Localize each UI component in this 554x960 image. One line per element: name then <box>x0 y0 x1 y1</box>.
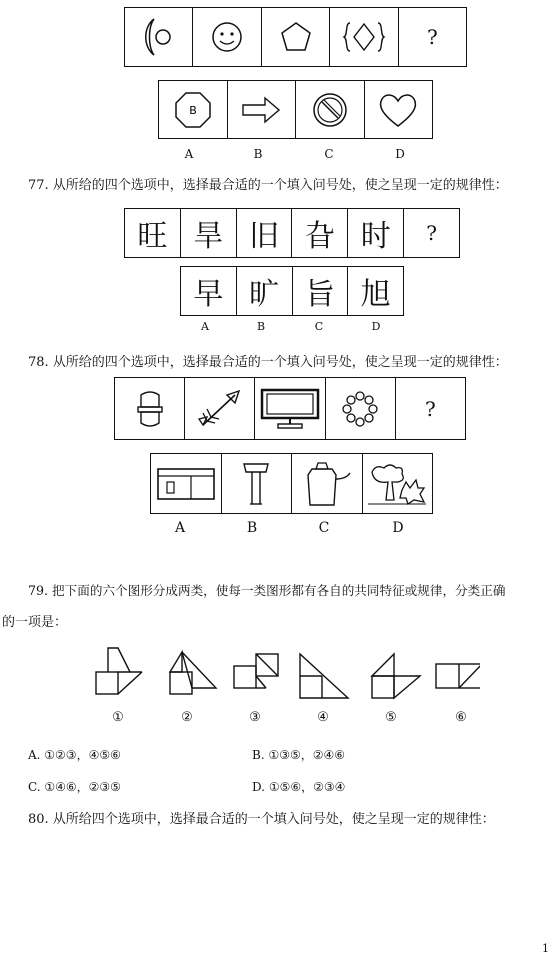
q77-seq-char-3: 旧 <box>237 209 293 257</box>
q78-seq-cell-2 <box>185 378 255 439</box>
braced-diamond-figure <box>341 17 387 57</box>
crescent-circle-figure <box>139 15 179 59</box>
q78-option-b <box>222 454 293 513</box>
q78-option-a <box>151 454 222 513</box>
q78-label-a: A <box>174 520 186 536</box>
question-mark: ? <box>426 221 437 245</box>
q76-seq-cell-5 <box>399 8 466 66</box>
figure-5 <box>372 654 420 698</box>
q79-figure-label-2: ② <box>181 710 193 725</box>
q78-prompt: 78. 从所给的四个选项中，选择最合适的一个填入问号处，使之呈现一定的规律性： <box>28 355 508 370</box>
window-panel-figure <box>155 464 217 504</box>
q79-choice-d: D. ①⑤⑥，②③④ <box>252 780 346 794</box>
q76-label-c: C <box>324 147 334 161</box>
q78-seq-cell-4 <box>326 378 396 439</box>
right-arrow-figure <box>239 95 283 125</box>
question-mark: ? <box>426 25 438 49</box>
q79-choice-a: A. ①②③，④⑤⑥ <box>28 748 121 762</box>
figure-4 <box>300 654 348 698</box>
q76-seq-cell-2 <box>193 8 261 66</box>
q79-choice-b: B. ①③⑤，②④⑥ <box>252 748 345 762</box>
figure-1 <box>96 648 142 694</box>
q79-figure-label-4: ④ <box>317 710 329 725</box>
q77-label-a: A <box>201 320 209 333</box>
q76-option-d <box>365 81 433 138</box>
q79-figures <box>90 642 480 704</box>
figure-2 <box>170 652 216 694</box>
q76-option-c <box>296 81 365 138</box>
figure-3 <box>234 654 278 688</box>
q78-option-d <box>363 454 433 513</box>
q79-figure-label-1: ① <box>112 710 124 725</box>
lamp-post-figure <box>236 458 276 510</box>
q76-label-b: B <box>253 147 263 161</box>
q76-sequence-row <box>124 7 467 67</box>
q76-label-a: A <box>184 147 194 161</box>
q79-prompt-line1: 79. 把下面的六个图形分成两类，使每一类图形都有各自的共同特征或规律，分类正确 <box>28 583 506 598</box>
pot-figure <box>300 459 354 509</box>
q78-seq-cell-3 <box>255 378 325 439</box>
q76-seq-cell-1 <box>125 8 193 66</box>
prohibition-sign-figure <box>309 89 351 131</box>
question-mark: ? <box>425 396 436 421</box>
feathered-arrow-figure <box>195 387 245 431</box>
smiley-face-figure <box>207 17 247 57</box>
octagon-letter: B <box>188 103 197 117</box>
q78-label-d: D <box>392 520 404 536</box>
q77-label-c: C <box>314 320 324 333</box>
q77-option-c: 旨 <box>293 267 349 315</box>
q79-figure-label-5: ⑤ <box>385 710 397 725</box>
page-number: 1 <box>542 942 549 955</box>
q78-label-c: C <box>318 520 330 536</box>
split-capsule-figure <box>133 387 167 431</box>
octagon-figure <box>172 89 214 131</box>
q79-prompt-line2: 的一项是： <box>2 615 68 630</box>
q78-sequence-row <box>114 377 466 440</box>
q78-options-row <box>150 453 433 514</box>
q77-option-a: 早 <box>181 267 237 315</box>
q76-label-d: D <box>395 147 405 161</box>
q77-options-row <box>180 266 404 316</box>
q79-figure-label-6: ⑥ <box>455 710 467 725</box>
q77-label-d: D <box>371 320 381 333</box>
q77-seq-char-4: 旮 <box>292 209 348 257</box>
q77-label-b: B <box>256 320 266 333</box>
q77-sequence-row <box>124 208 460 258</box>
heart-figure <box>376 90 420 130</box>
q76-option-b <box>228 81 297 138</box>
q77-prompt: 77. 从所给的四个选项中，选择最合适的一个填入问号处，使之呈现一定的规律性： <box>28 178 508 193</box>
q76-options-row <box>158 80 433 139</box>
bead-ring-figure <box>340 389 380 429</box>
q78-option-c <box>292 454 363 513</box>
monitor-figure <box>258 386 322 432</box>
q77-option-d: 旭 <box>360 277 391 312</box>
q76-seq-cell-3 <box>262 8 330 66</box>
q76-seq-cell-4 <box>330 8 398 66</box>
six-figures-group <box>90 642 480 704</box>
q78-seq-cell-5 <box>396 378 465 439</box>
tree-scene-figure <box>366 460 428 508</box>
q80-prompt: 80. 从所给四个选项中，选择最合适的一个填入问号处，使之呈现一定的规律性： <box>28 812 495 827</box>
q77-option-b: 旷 <box>237 267 293 315</box>
q78-label-b: B <box>246 520 258 536</box>
figure-6 <box>436 664 480 688</box>
q76-option-a <box>159 81 228 138</box>
pentagon-figure <box>276 17 316 57</box>
q77-seq-char-5: 时 <box>348 209 404 257</box>
q79-figure-label-3: ③ <box>249 710 261 725</box>
q77-seq-char-2: 旱 <box>181 209 237 257</box>
q79-choice-c: C. ①④⑥，②③⑤ <box>28 780 121 794</box>
q78-seq-cell-1 <box>115 378 185 439</box>
q77-seq-char-1: 旺 <box>125 209 181 257</box>
q77-seq-cell-6 <box>404 209 459 257</box>
